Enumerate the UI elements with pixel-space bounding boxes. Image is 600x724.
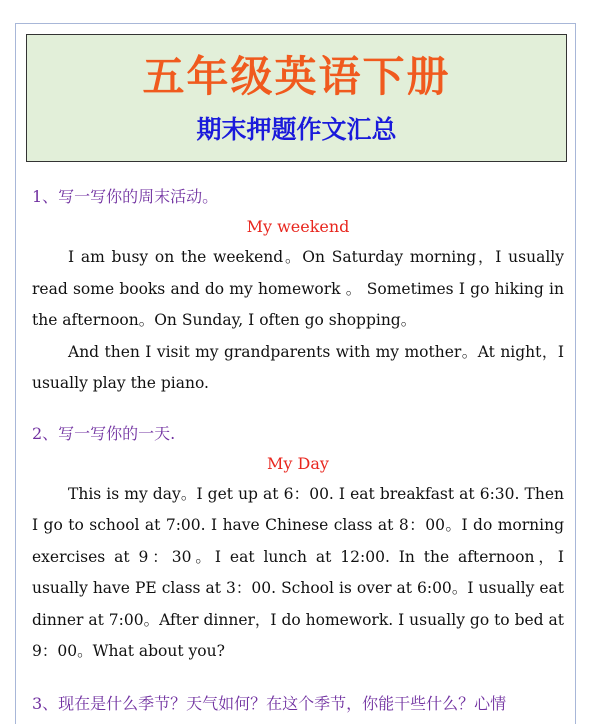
essay-2-paragraph-1: This is my day。I get up at 6：00. I eat breakfast at 6:30. Then I go to school at 7:00. I have Chinese class at 8：00。I do morning exercises at 9：30。I eat lunch at 12:00. In the afternoon，I usually have PE class at 3：00. School is over at 6:00。I usually eat dinner at 7:00。After dinner，I do homework. I usually go to bed at 9：00。What about you? [32, 484, 564, 660]
essay-1-paragraph-2: And then I visit my grandparents with my mother。At night，I usually play the piano. [32, 342, 564, 392]
page-title: 五年级英语下册 [142, 52, 451, 101]
essay-title-2: My Day [267, 453, 329, 473]
title-banner [26, 34, 567, 162]
document-page [15, 23, 576, 724]
question-3: 3、现在是什么季节？天气如何？在这个季节，你能干些什么？心情 [32, 693, 507, 713]
question-1: 1、写一写你的周末活动。 [32, 187, 219, 206]
essay-content [32, 182, 564, 719]
essay-title-1: My weekend [246, 217, 350, 236]
question-2: 2、写一写你的一天. [32, 423, 176, 443]
page-subtitle: 期末押题作文汇总 [196, 115, 397, 144]
essay-1-paragraph-1: I am busy on the weekend。On Saturday morning，I usually read some books and do my homework 。 Sometimes I go hiking in the afternoon。On Sunday, I often go shopping。 [32, 248, 564, 329]
